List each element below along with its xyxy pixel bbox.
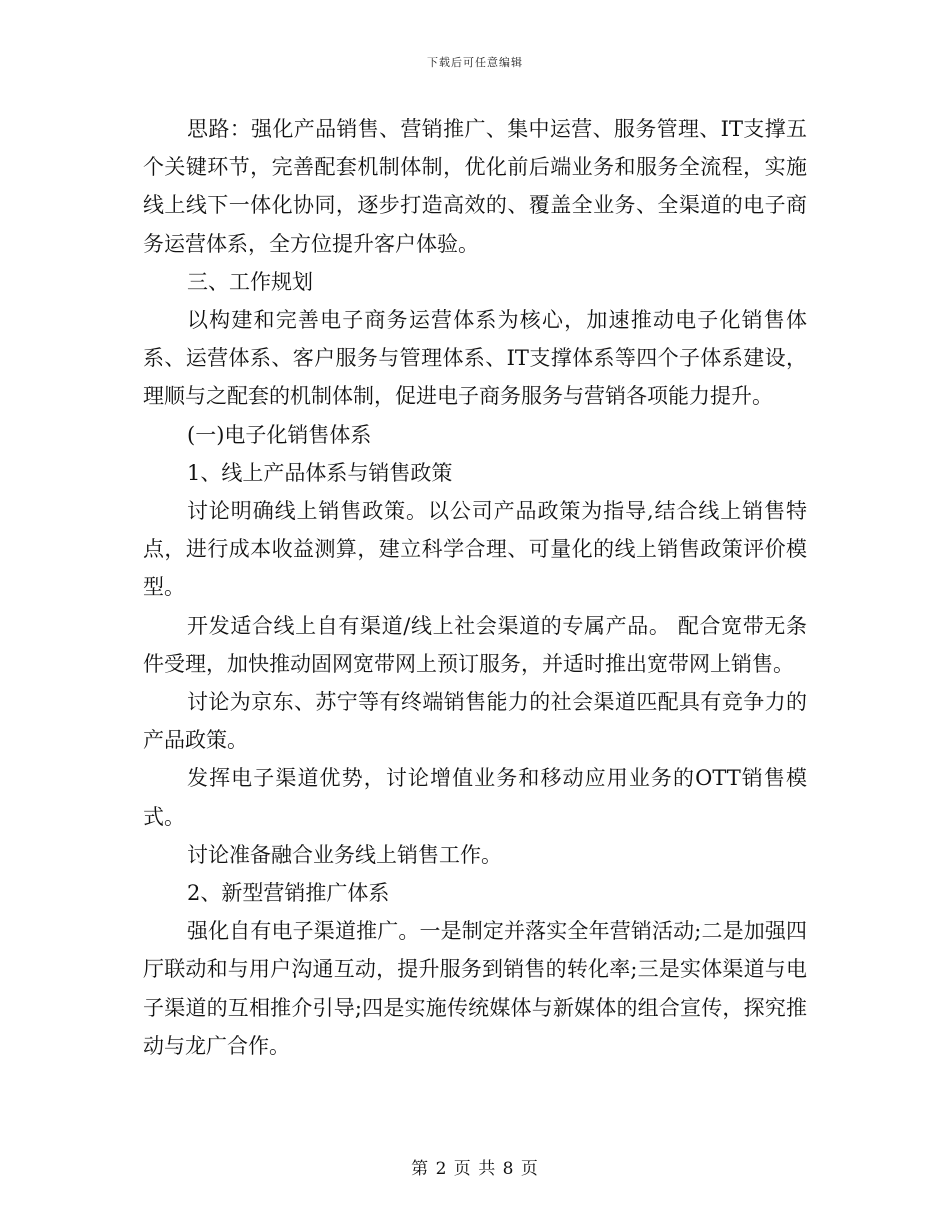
item-heading-online-products: 1、线上产品体系与销售政策 [187,460,453,485]
page-header-note: 下载后可任意编辑 [427,56,523,69]
page-number: 第 2 页 共 8 页 [411,1159,539,1179]
section-heading-work-plan: 三、工作规划 [187,269,313,294]
paragraph-channel-promotion: 强化自有电子渠道推广。一是制定并落实全年营销活动;二是加强四厅联动和与用户沟通互动，提升服务到销售的转化率;三是实体渠道与电子渠道的互相推介引导;四是实施传统媒体与新媒体的组合宣传，探究推动与龙广合作。 [143,919,807,1058]
paragraph-exclusive-products: 开发适合线上自有渠道/线上社会渠道的专属产品。 配合宽带无条件受理，加快推动固网宽带网上预订服务，并适时推出宽带网上销售。 [143,613,807,676]
paragraph-approach: 思路：强化产品销售、营销推广、集中运营、服务管理、IT支撑五个关键环节，完善配套机制体制，优化前后端业务和服务全流程，实施线上线下一体化协同，逐步打造高效的、覆盖全业务、全渠道的电子商务运营体系，全方位提升客户体验。 [143,117,807,256]
paragraph-sales-policy: 讨论明确线上销售政策。以公司产品政策为指导,结合线上销售特点，进行成本收益测算，建立科学合理、可量化的线上销售政策评价模型。 [143,499,807,600]
paragraph-ott-sales: 发挥电子渠道优势，讨论增值业务和移动应用业务的OTT销售模式。 [143,766,807,829]
paragraph-plan-overview: 以构建和完善电子商务运营体系为核心，加速推动电子化销售体系、运营体系、客户服务与管理体系、IT支撑体系等四个子体系建设，理顺与之配套的机制体制，促进电子商务服务与营销各项能力提升。 [143,308,807,409]
paragraph-social-channels: 讨论为京东、苏宁等有终端销售能力的社会渠道匹配具有竞争力的产品政策。 [143,690,807,753]
subsection-heading-e-sales: (一)电子化销售体系 [187,422,372,447]
document-body [143,110,807,1065]
paragraph-converged-business: 讨论准备融合业务线上销售工作。 [187,842,502,867]
item-heading-marketing-system: 2、新型营销推广体系 [187,881,390,906]
